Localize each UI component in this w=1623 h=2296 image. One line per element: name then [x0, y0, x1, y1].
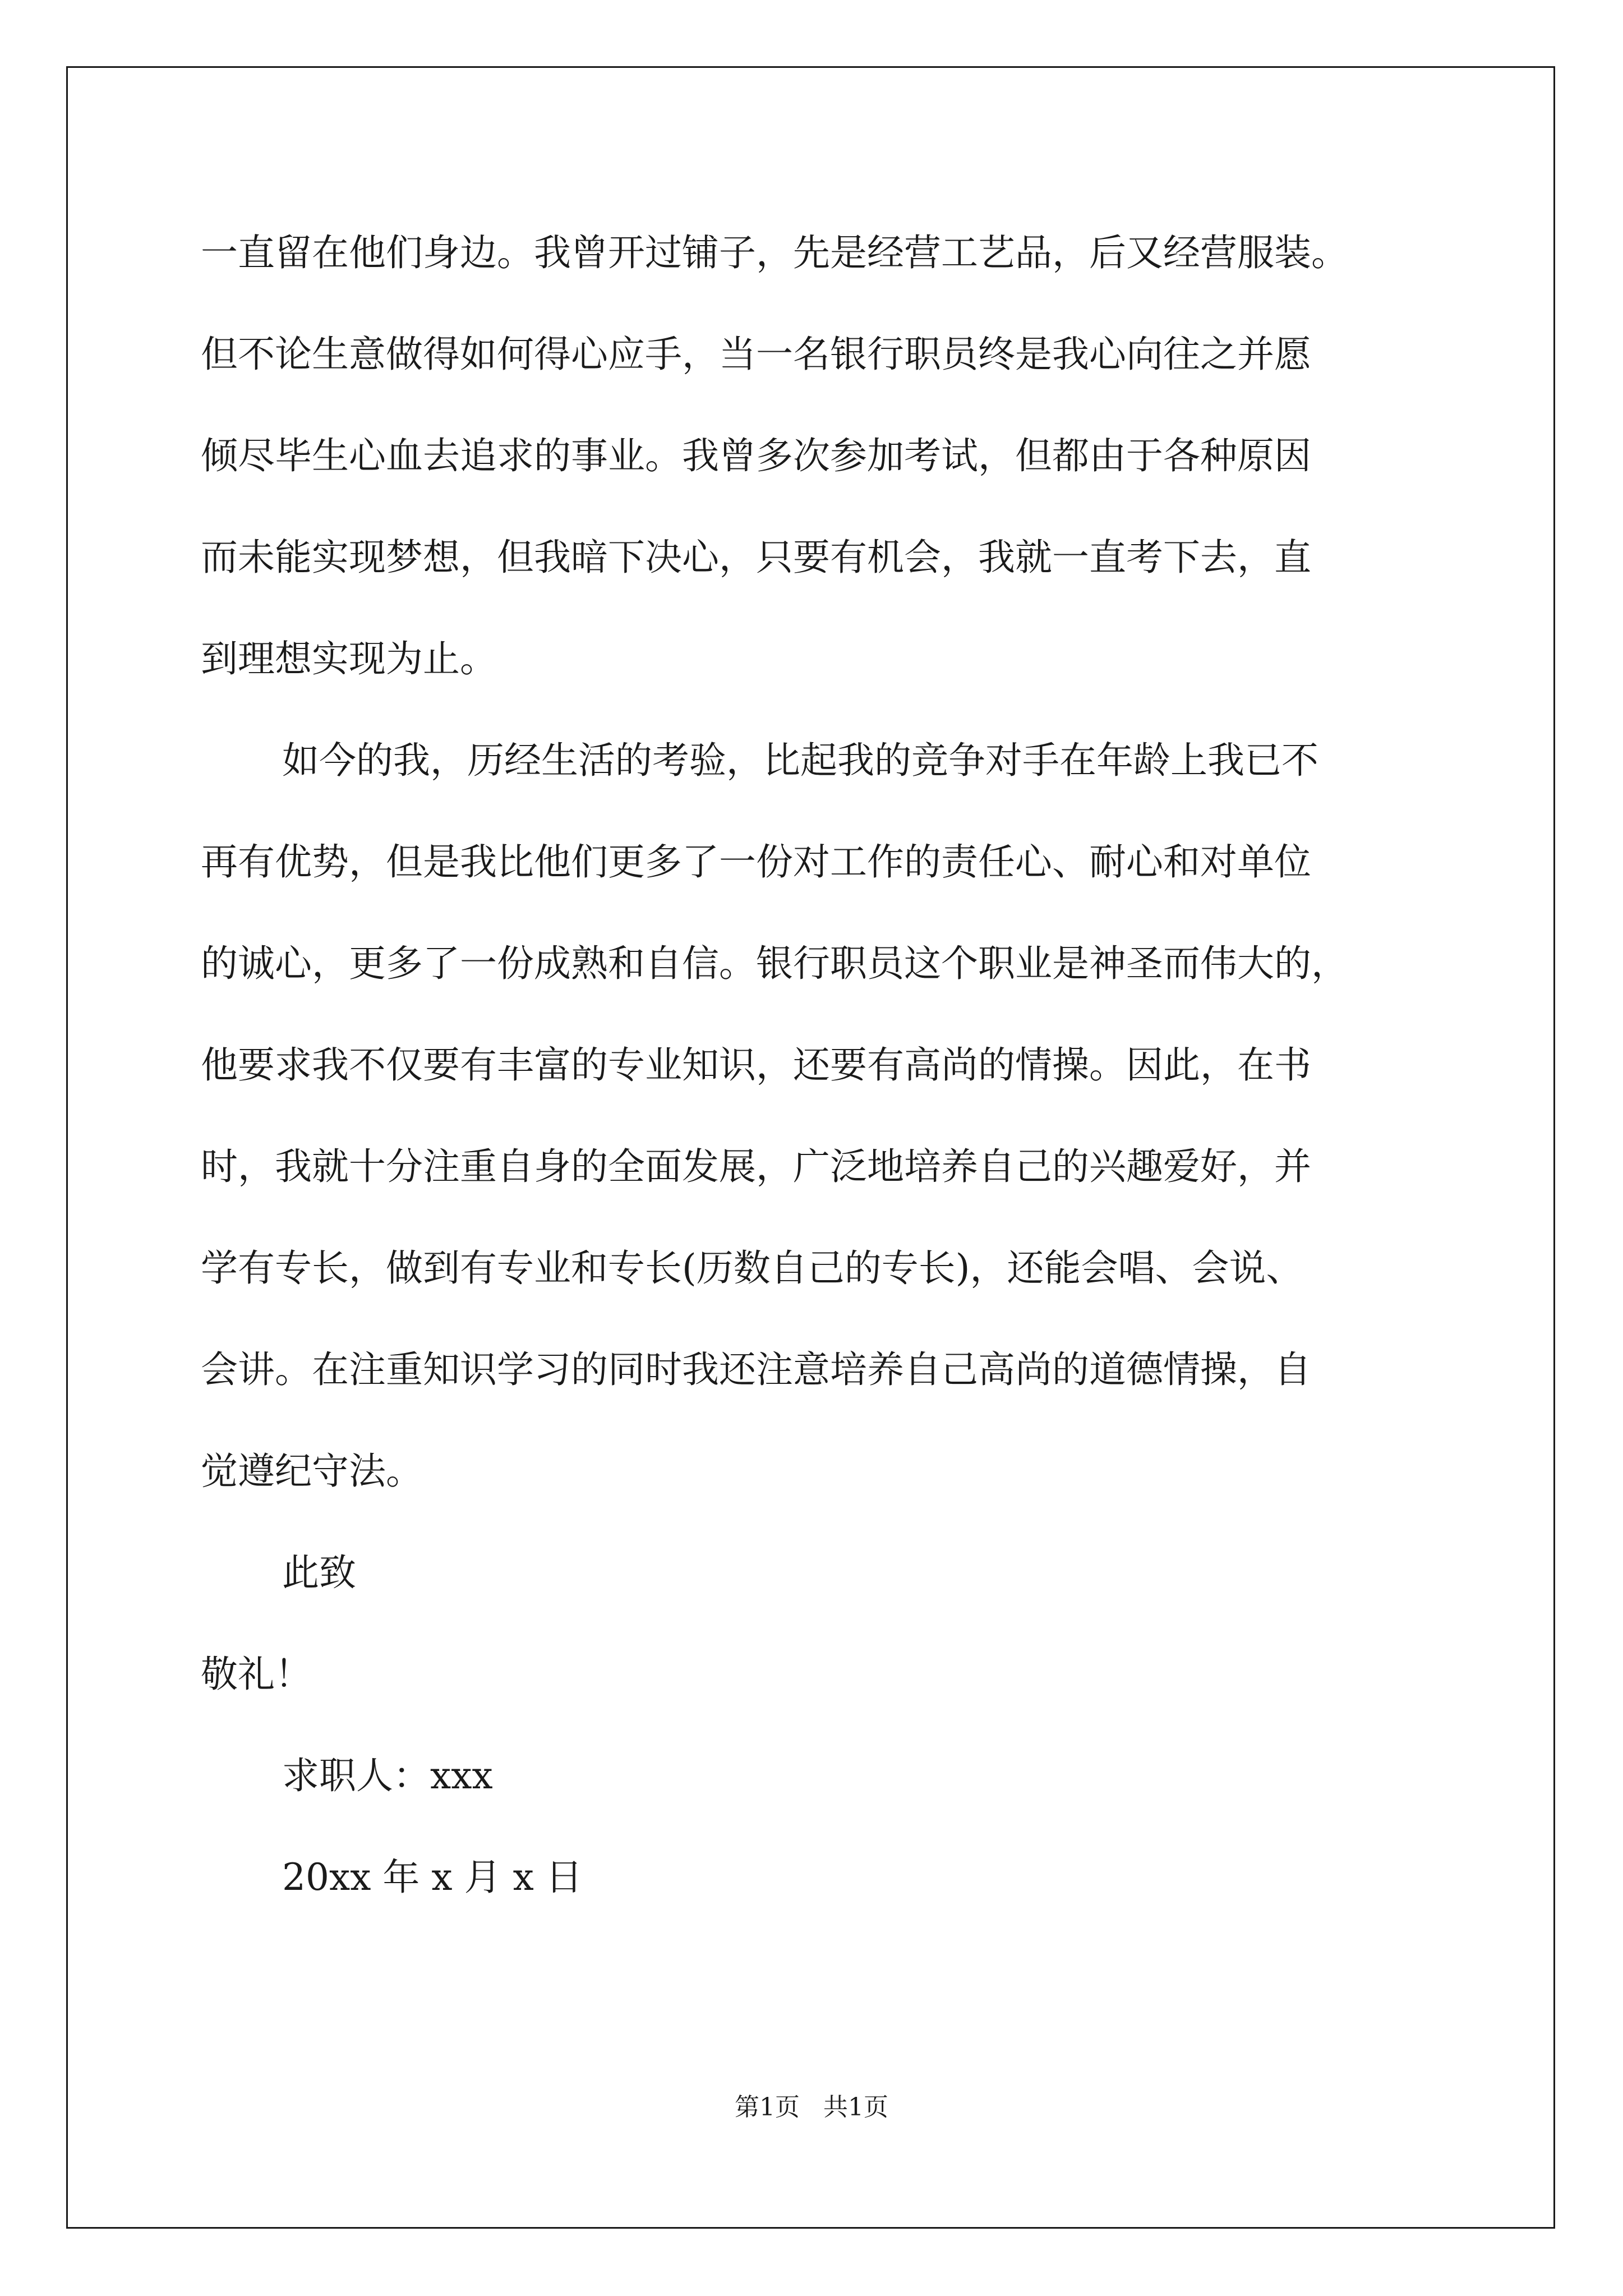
text-line: 再有优势，但是我比他们更多了一份对工作的责任心、耐心和对单位	[201, 840, 1311, 884]
closing-salutation: 此致	[282, 1551, 356, 1594]
closing-regards: 敬礼！	[201, 1653, 312, 1696]
text-line: 一直留在他们身边。我曾开过铺子，先是经营工艺品，后又经营服装。	[201, 231, 1348, 274]
text-line: 倾尽毕生心血去追求的事业。我曾多次参加考试，但都由于各种原因	[201, 434, 1311, 477]
page-total: 共1页	[823, 2093, 888, 2122]
text-line: 如今的我，历经生活的考验，比起我的竞争对手在年龄上我已不	[282, 739, 1318, 782]
text-line: 时，我就十分注重自身的全面发展，广泛地培养自己的兴趣爱好，并	[201, 1145, 1311, 1188]
applicant-signature: 求职人：xxx	[282, 1754, 493, 1797]
page-footer	[0, 2087, 1623, 2123]
text-line: 到理想实现为止。	[201, 637, 497, 680]
text-line: 他要求我不仅要有丰富的专业知识，还要有高尚的情操。因此，在书	[201, 1043, 1311, 1087]
text-line: 的诚心，更多了一份成熟和自信。银行职员这个职业是神圣而伟大的，	[201, 942, 1348, 985]
letter-date: 20xx 年 x 月 x 日	[282, 1856, 583, 1899]
text-line: 但不论生意做得如何得心应手，当一名银行职员终是我心向往之并愿	[201, 333, 1311, 376]
text-line: 而未能实现梦想，但我暗下决心，只要有机会，我就一直考下去，直	[201, 536, 1311, 579]
letter-body	[201, 202, 1435, 1928]
text-line: 觉遵纪守法。	[201, 1450, 423, 1493]
page-number: 第1页	[735, 2093, 800, 2122]
text-line: 会讲。在注重知识学习的同时我还注意培养自己高尚的道德情操，自	[201, 1348, 1311, 1391]
text-line: 学有专长，做到有专业和专长(历数自己的专长)，还能会唱、会说、	[201, 1246, 1303, 1290]
